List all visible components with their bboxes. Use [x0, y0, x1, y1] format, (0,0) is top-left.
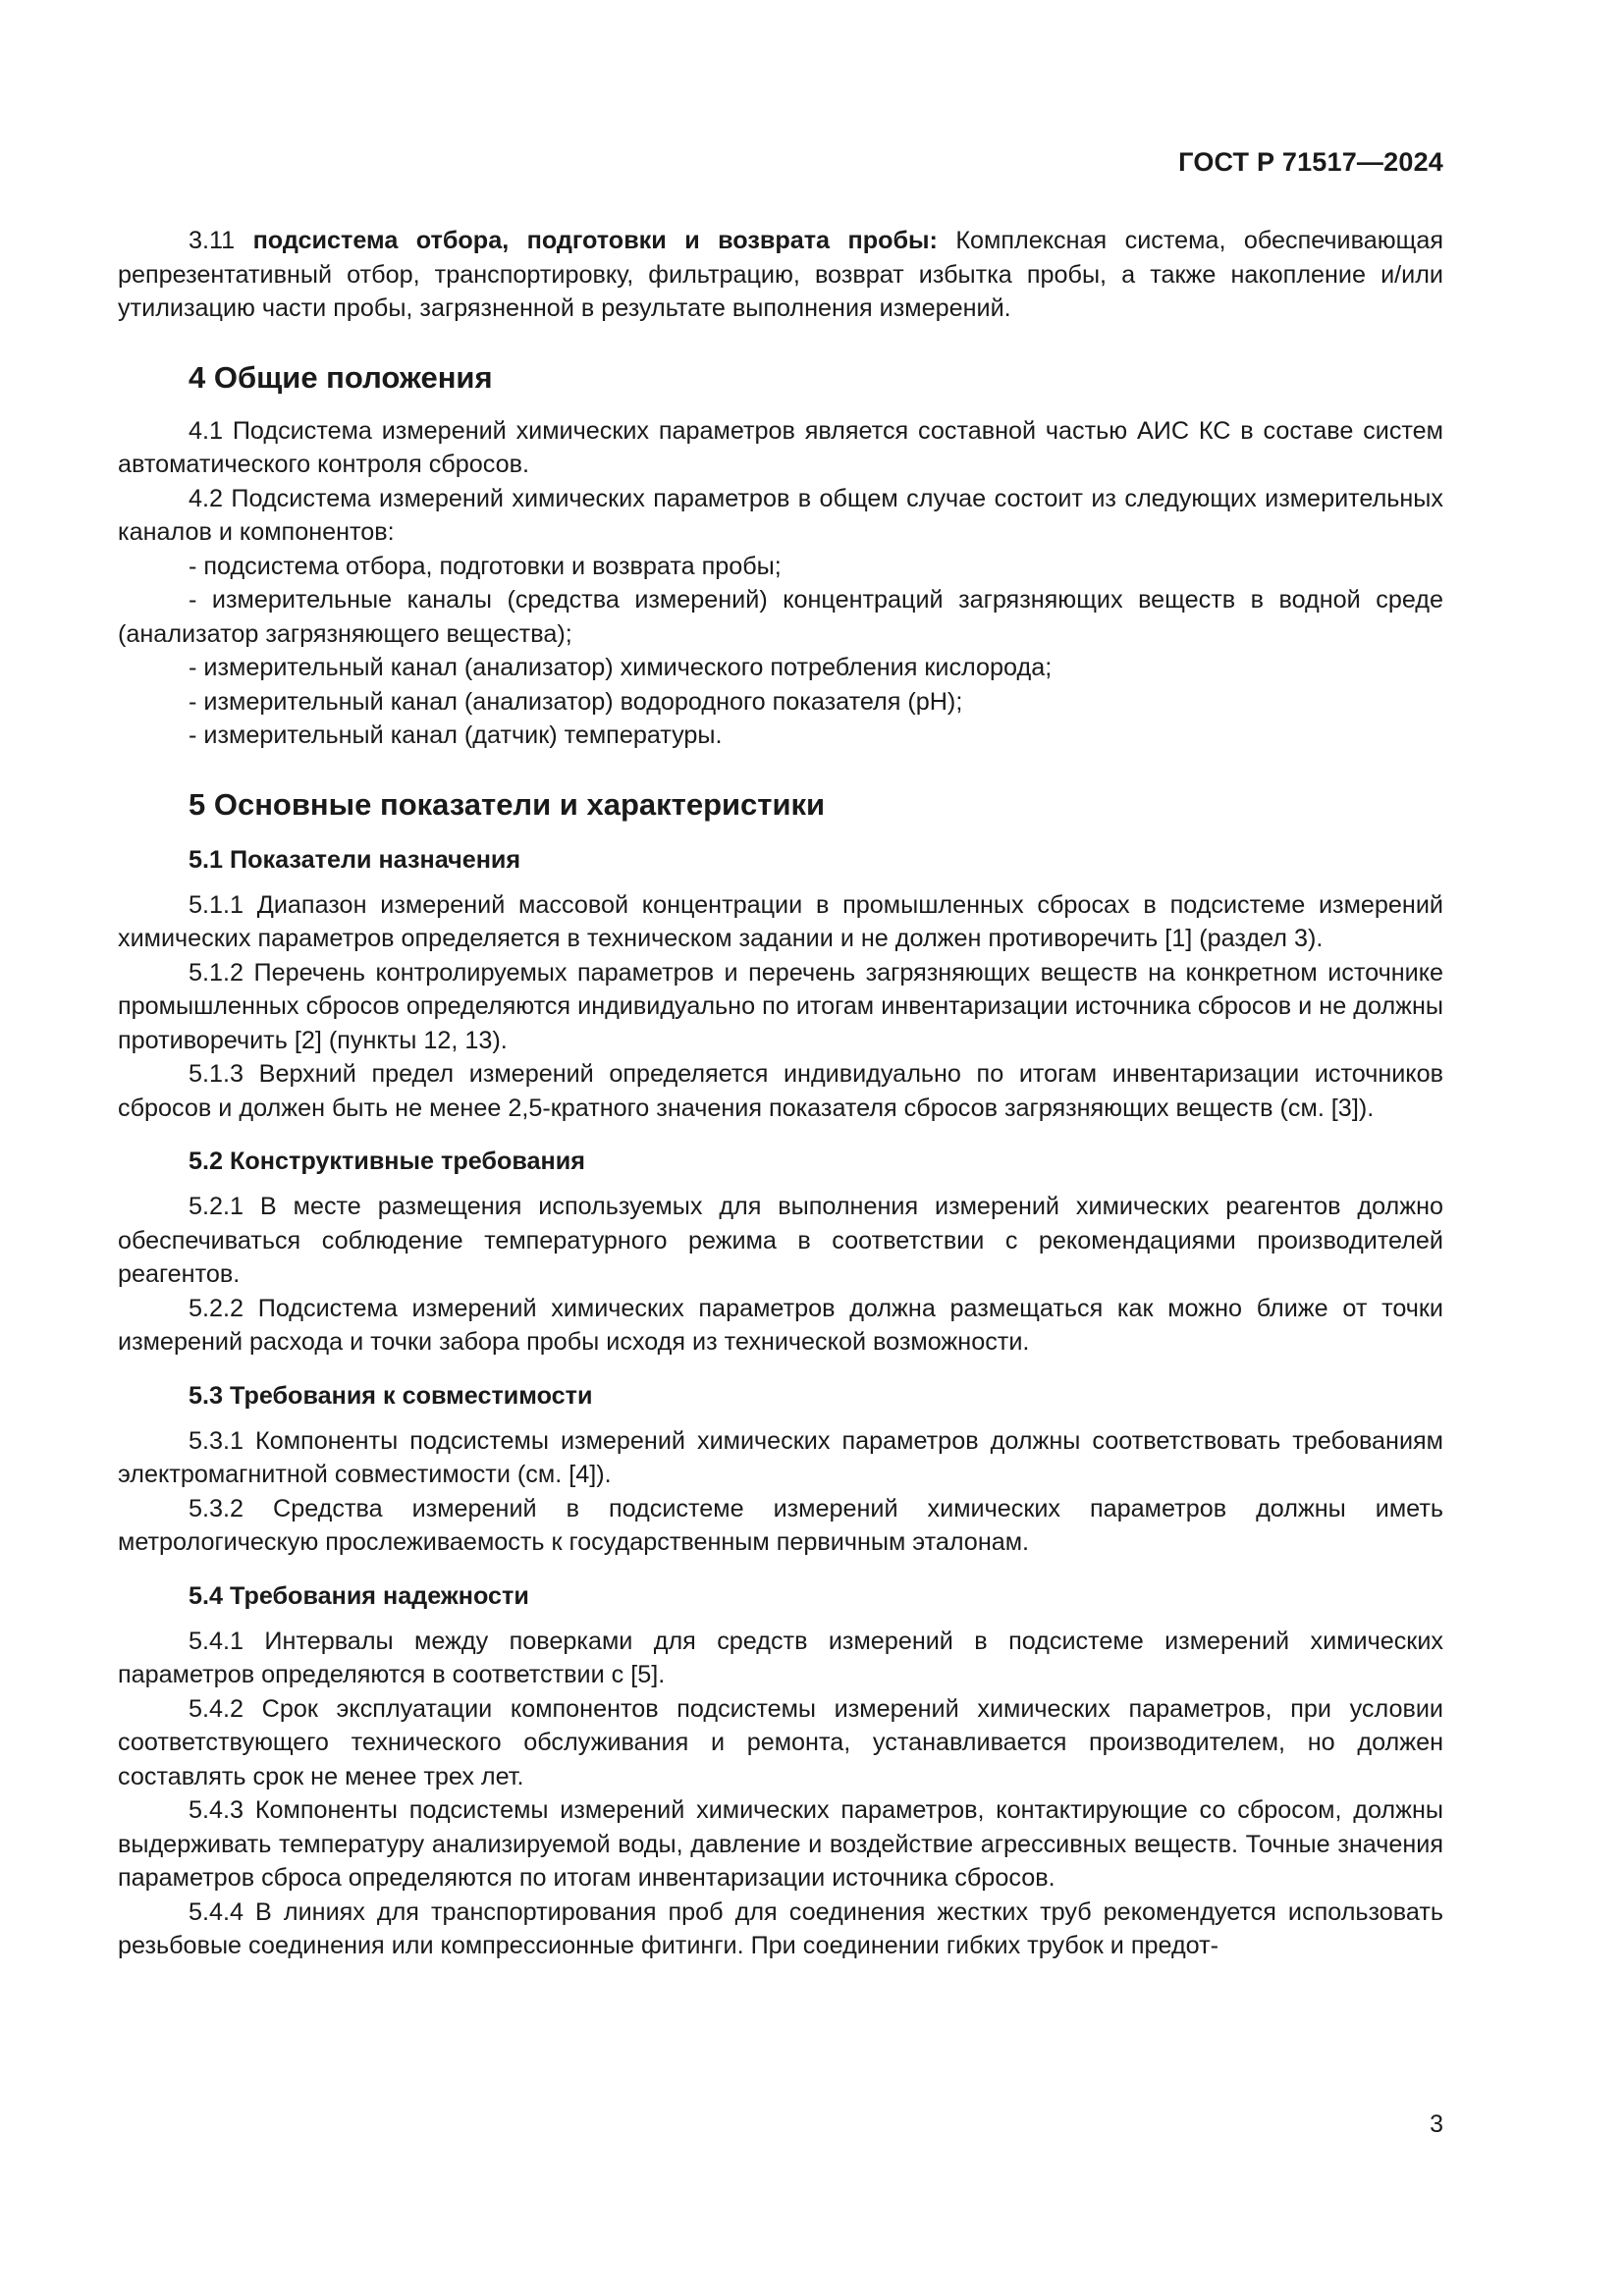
paragraph-5-4-1: 5.4.1 Интервалы между поверками для средств измерений в подсистеме измерений химических параметров определяются в соответствии с [5].: [118, 1627, 1443, 1688]
paragraph-5-4-4: 5.4.4 В линиях для транспортирования проб для соединения жестких труб рекомендуется использовать резьбовые соединения или компрессионные фитинги. При соединении гибких трубок и предот-: [118, 1897, 1443, 1959]
subsection-5-2-title: 5.2 Конструктивные требования: [189, 1148, 585, 1175]
clause-3-11-number: 3.11: [189, 227, 236, 254]
page-content: [118, 224, 1443, 1963]
section-5-title: 5 Основные показатели и характеристики: [189, 786, 826, 822]
subsection-5-1-title: 5.1 Показатели назначения: [189, 845, 521, 874]
clause-3-11-term: подсистема отбора, подготовки и возврата пробы:: [252, 227, 938, 254]
standard-header: ГОСТ Р 71517—2024: [1178, 147, 1443, 177]
subsection-5-3-title: 5.3 Требования к совместимости: [189, 1381, 593, 1410]
paragraph-5-4-3: 5.4.3 Компоненты подсистемы измерений химических параметров, контактирующие со сбросом, должны выдерживать температуру анализируемой воды, давление и воздействие агрессивных веществ. Точные значения параметров сброса определяются по итогам инвентаризации источника сбросов.: [118, 1796, 1443, 1892]
list-item: - подсистема отбора, подготовки и возврата пробы;: [189, 552, 782, 580]
paragraph-5-1-2: 5.1.2 Перечень контролируемых параметров и перечень загрязняющих веществ на конкретном источнике промышленных сбросов определяются индивидуально по итогам инвентаризации источника сбросов и не должны противоречить [2] (пункты 12, 13).: [118, 958, 1443, 1054]
paragraph-5-3-1: 5.3.1 Компоненты подсистемы измерений химических параметров должны соответствовать требованиям электромагнитной совместимости (см. [4]).: [118, 1426, 1443, 1488]
paragraph-5-1-1: 5.1.1 Диапазон измерений массовой концентрации в промышленных сбросах в подсистеме измерений химических параметров определяется в техническом задании и не должен противоречить [1] (раздел 3).: [118, 890, 1443, 952]
paragraph-5-4-2: 5.4.2 Срок эксплуатации компонентов подсистемы измерений химических параметров, при условии соответствующего технического обслуживания и ремонта, устанавливается производителем, но должен составлять срок не менее трех лет.: [118, 1694, 1443, 1790]
section-4-title: 4 Общие положения: [189, 359, 493, 395]
paragraph-5-2-1: 5.2.1 В месте размещения используемых для выполнения измерений химических реагентов должно обеспечиваться соблюдение температурного режима в соответствии с рекомендациями производителей реагентов.: [118, 1193, 1443, 1288]
clause-3-11: [118, 224, 1443, 326]
paragraph-4-1: 4.1 Подсистема измерений химических параметров является составной частью АИС КС в составе систем автоматического контроля сбросов.: [118, 416, 1443, 478]
page-number: 3: [1430, 2110, 1443, 2138]
paragraph-5-1-3: 5.1.3 Верхний предел измерений определяется индивидуально по итогам инвентаризации источников сбросов и должен быть не менее 2,5-кратного значения показателя сбросов загрязняющих веществ (см. [3]).: [118, 1060, 1443, 1122]
paragraph-4-2: 4.2 Подсистема измерений химических параметров в общем случае состоит из следующих измерительных каналов и компонентов:: [118, 484, 1443, 546]
list-item: - измерительный канал (анализатор) водородного показателя (pH);: [189, 687, 963, 716]
list-item: - измерительный канал (датчик) температуры.: [189, 721, 723, 749]
list-item: - измерительные каналы (средства измерений) концентраций загрязняющих веществ в водной среде (анализатор загрязняющего вещества);: [118, 586, 1443, 648]
paragraph-5-3-2: 5.3.2 Средства измерений в подсистеме измерений химических параметров должны иметь метрологическую прослеживаемость к государственным первичным эталонам.: [118, 1494, 1443, 1556]
clause-3-11-text: Комплексная система, обеспечивающая репрезентативный отбор, транспортировку, фильтрацию, возврат избытка пробы, а также накопление и/или утилизацию части пробы, загрязненной в результате выполнения измерений.: [118, 227, 1443, 322]
paragraph-5-2-2: 5.2.2 Подсистема измерений химических параметров должна размещаться как можно ближе от точки измерений расхода и точки забора пробы исходя из технической возможности.: [118, 1294, 1443, 1356]
subsection-5-4-title: 5.4 Требования надежности: [189, 1581, 529, 1610]
list-item: - измерительный канал (анализатор) химического потребления кислорода;: [189, 654, 1053, 681]
